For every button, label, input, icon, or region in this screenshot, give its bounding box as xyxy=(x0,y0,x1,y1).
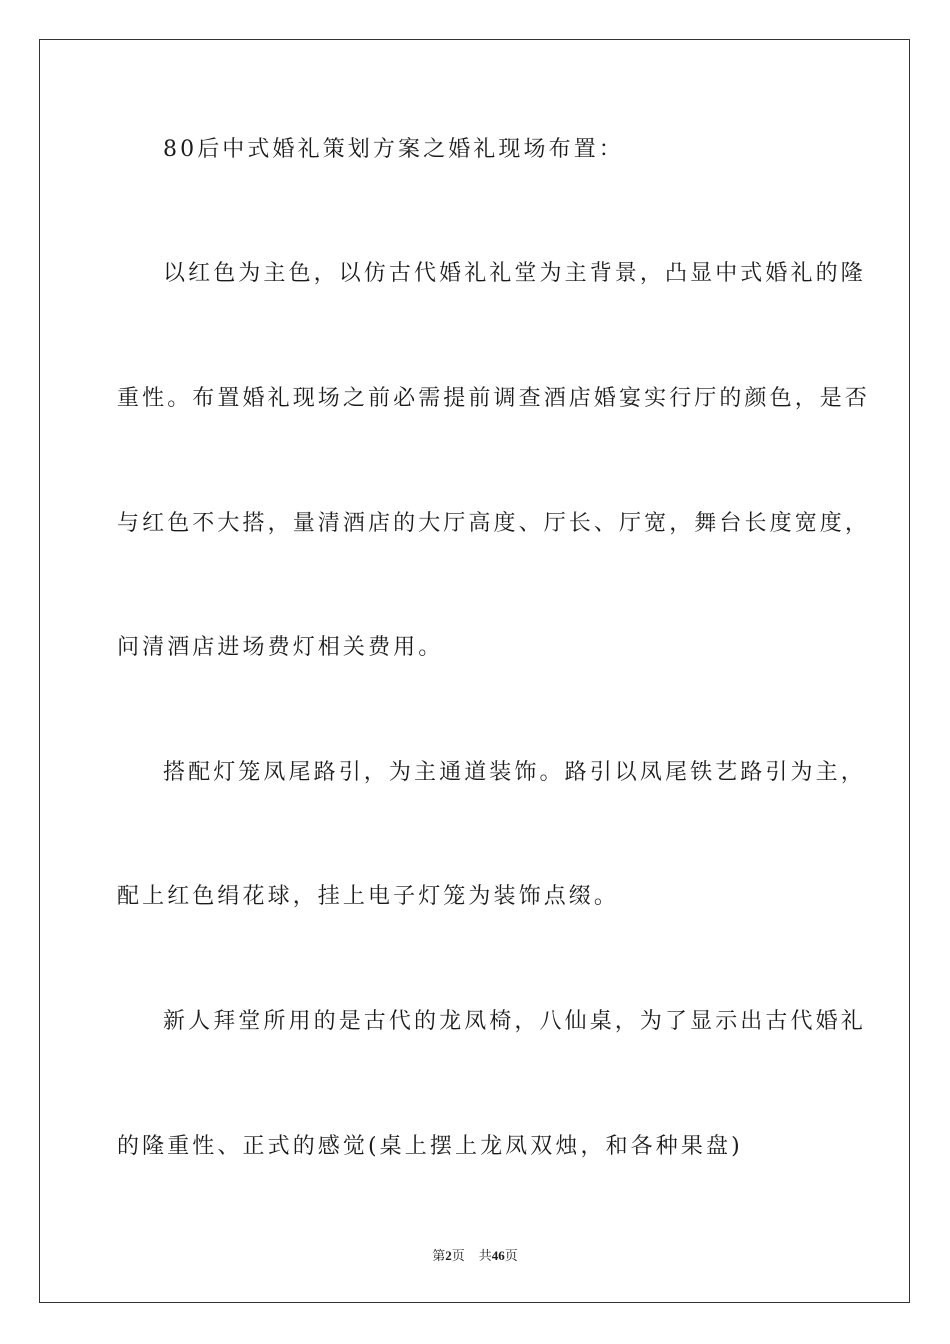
paragraph-line: 问清酒店进场费灯相关费用。 xyxy=(117,635,444,660)
paragraph-line: 新人拜堂所用的是古代的龙凤椅，八仙桌，为了显示出古代婚礼 xyxy=(163,1009,866,1034)
page-footer xyxy=(0,1247,950,1266)
paragraph-line: 与红色不大搭，量清酒店的大厅高度、厅长、厅宽，舞台长度宽度， xyxy=(117,511,871,536)
page-suffix: 页 xyxy=(451,1249,465,1264)
page-number: 2 xyxy=(445,1248,452,1263)
page-border xyxy=(39,39,910,1303)
paragraph-line: 的隆重性、正式的感觉(桌上摆上龙凤双烛，和各种果盘) xyxy=(117,1134,743,1159)
total-suffix: 页 xyxy=(504,1249,518,1264)
heading-line: 80后中式婚礼策划方案之婚礼现场布置： xyxy=(163,137,624,162)
paragraph-line: 搭配灯笼凤尾路引，为主通道装饰。路引以凤尾铁艺路引为主， xyxy=(163,760,866,785)
paragraph-line: 重性。布置婚礼现场之前必需提前调查酒店婚宴实行厅的颜色，是否 xyxy=(117,386,871,411)
paragraph-line: 配上红色绢花球，挂上电子灯笼为装饰点缀。 xyxy=(117,884,620,909)
page-prefix: 第 xyxy=(432,1249,446,1264)
paragraph-line: 以红色为主色，以仿古代婚礼礼堂为主背景，凸显中式婚礼的隆 xyxy=(163,261,866,286)
total-pages: 46 xyxy=(491,1248,505,1263)
total-prefix: 共 xyxy=(478,1249,492,1264)
